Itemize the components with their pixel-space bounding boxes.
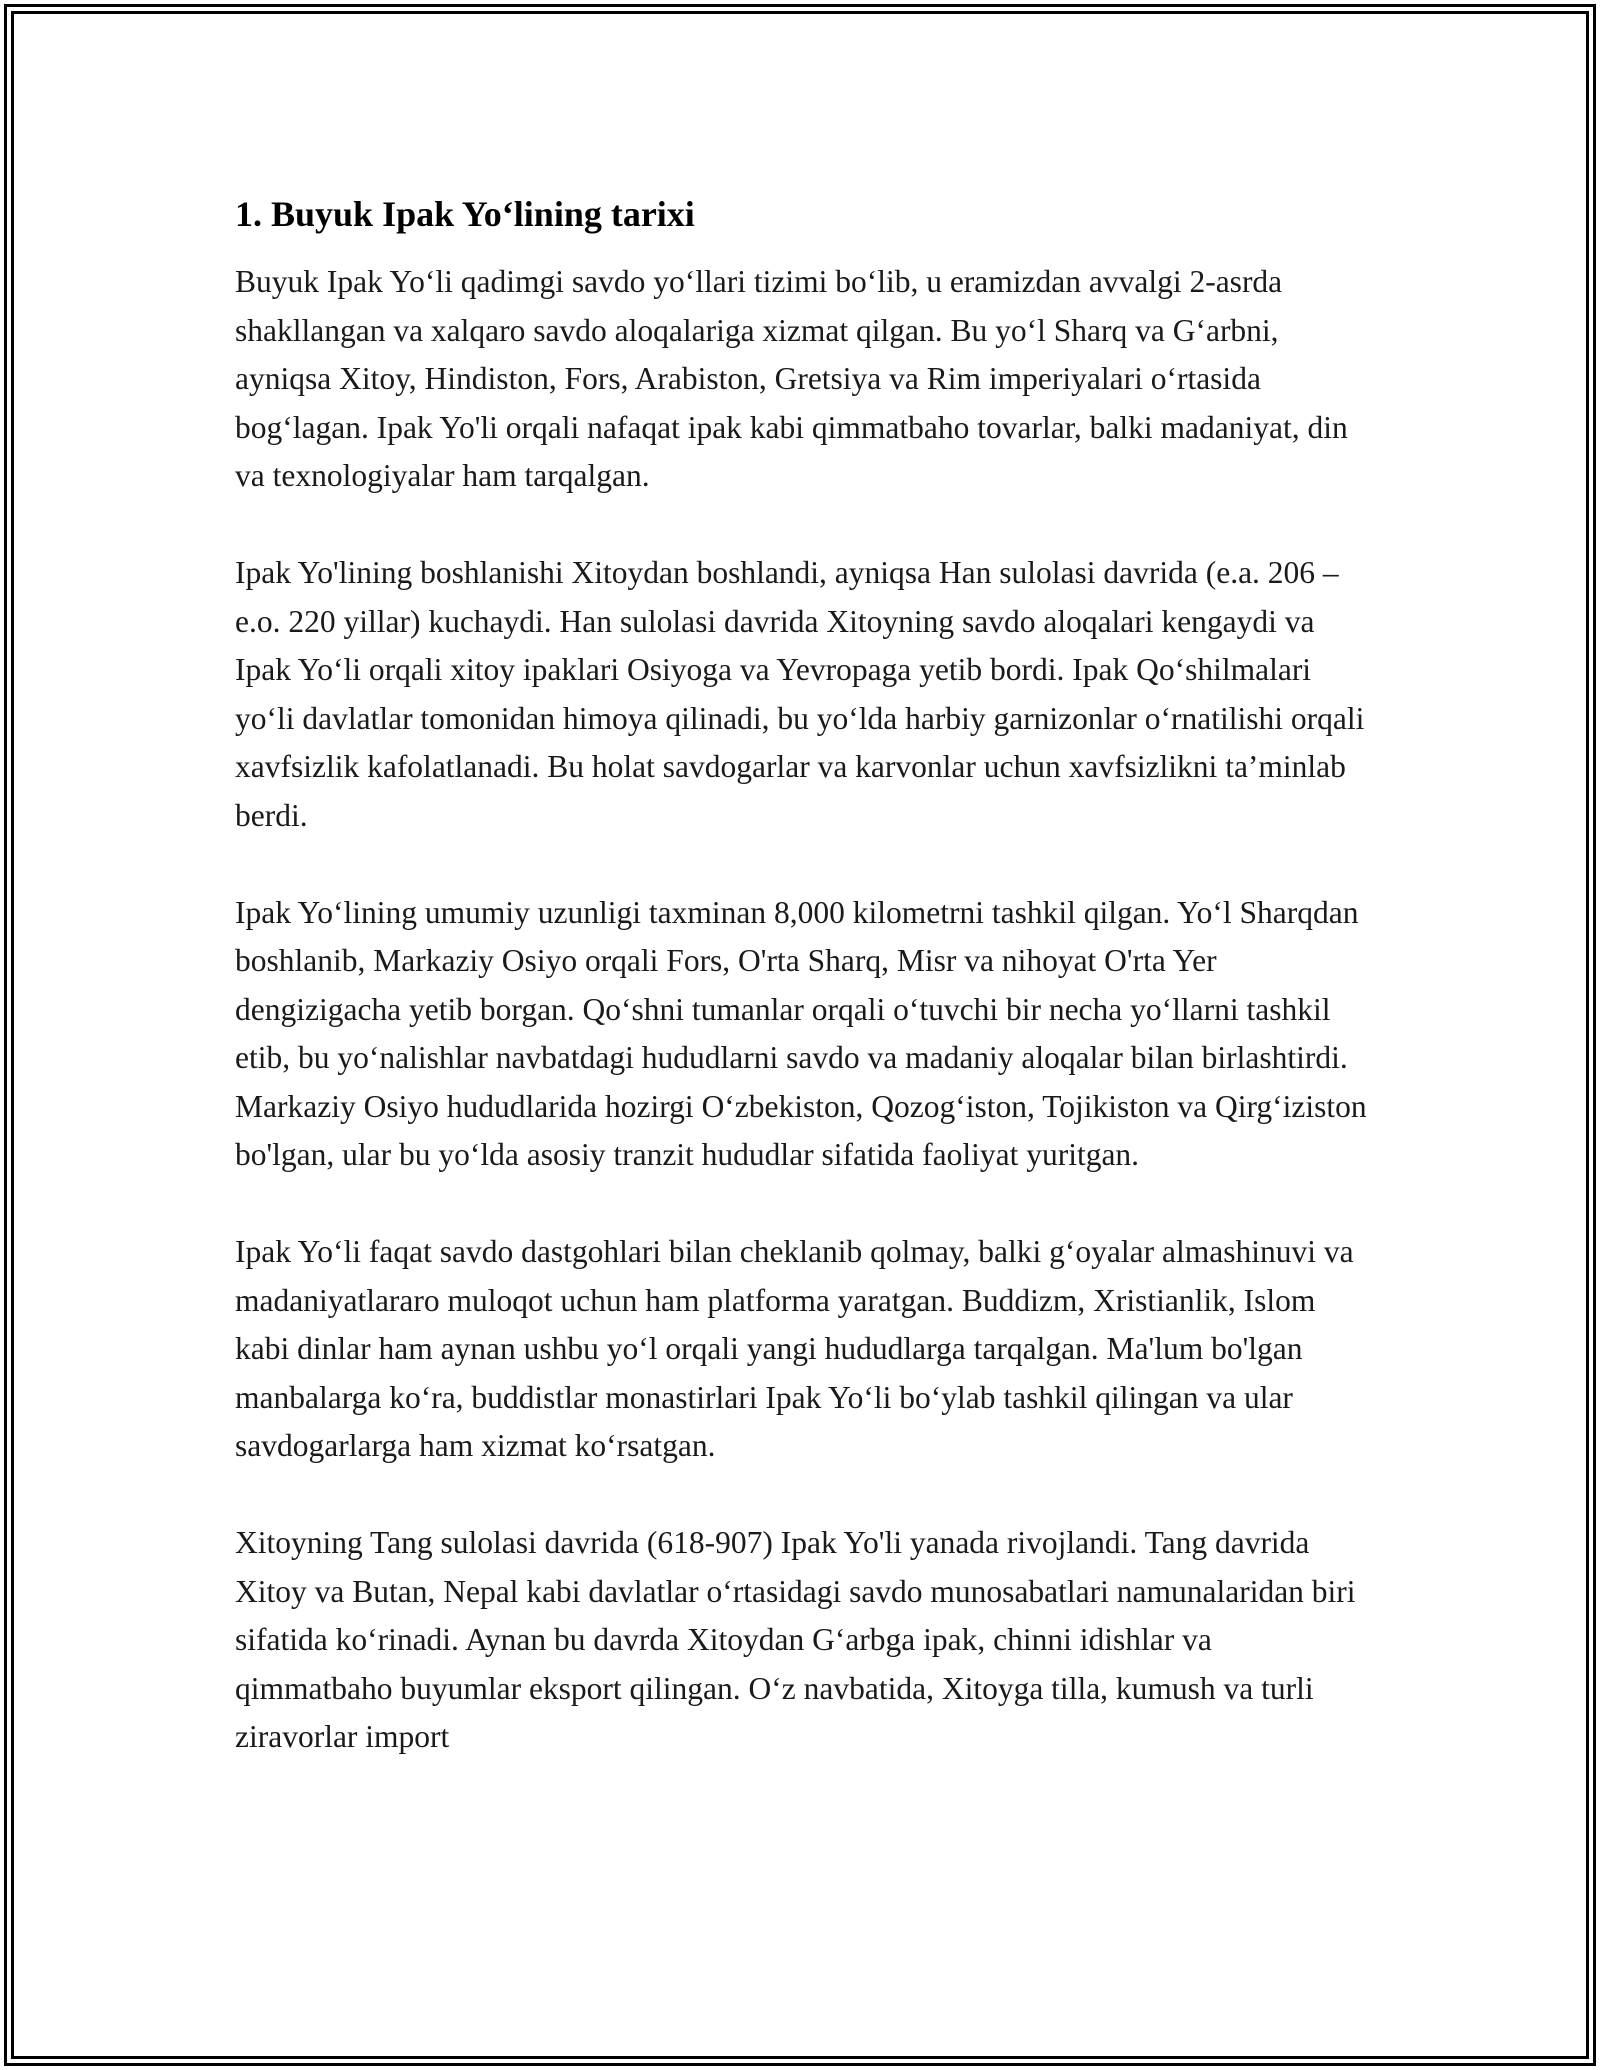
paragraph-1: Buyuk Ipak Yo‘li qadimgi savdo yo‘llari tizimi bo‘lib, u eramizdan avvalgi 2-asrda shakllangan va xalqaro savdo aloqalariga xizmat qilgan. Bu yo‘l Sharq va G‘arbni, ayniqsa Xitoy, Hindiston, Fors, Arabiston, Gretsiya va Rim imperiyalari o‘rtasida bog‘lagan. Ipak Yo'li orqali nafaqat ipak kabi qimmatbaho tovarlar, balki madaniyat, din va texnologiyalar ham tarqalgan. (235, 264, 1348, 493)
paragraph-2: Ipak Yo'lining boshlanishi Xitoydan boshlandi, ayniqsa Han sulolasi davrida (e.a. 206 – e.o. 220 yillar) kuchaydi. Han sulolasi davrida Xitoyning savdo aloqalari kengaydi va Ipak Yo‘li orqali xitoy ipaklari Osiyoga va Yevropaga yetib bordi. Ipak Qo‘shilmalari yo‘li davlatlar tomonidan himoya qilinadi, bu yo‘lda harbiy garnizonlar o‘rnatilishi orqali xavfsizlik kafolatlanadi. Bu holat savdogarlar va karvonlar uchun xavfsizlikni ta’minlab berdi. (235, 555, 1365, 833)
paragraph-3: Ipak Yo‘lining umumiy uzunligi taxminan 8,000 kilometrni tashkil qilgan. Yo‘l Sharqdan boshlanib, Markaziy Osiyo orqali Fors, O'rta Sharq, Misr va nihoyat O'rta Yer dengizigacha yetib borgan. Qo‘shni tumanlar orqali o‘tuvchi bir necha yo‘llarni tashkil etib, bu yo‘nalishlar navbatdagi hududlarni savdo va madaniy aloqalar bilan birlashtirdi. Markaziy Osiyo hududlarida hozirgi O‘zbekiston, Qozog‘iston, Tojikiston va Qirg‘iziston bo'lgan, ular bu yo‘lda asosiy tranzit hududlar sifatida faoliyat yuritgan. (235, 894, 1367, 1172)
section-heading: 1. Buyuk Ipak Yo‘lining tarixi (235, 194, 695, 234)
paragraph-4: Ipak Yo‘li faqat savdo dastgohlari bilan cheklanib qolmay, balki g‘oyalar almashinuvi va madaniyatlararo muloqot uchun ham platforma yaratgan. Buddizm, Xristianlik, Islom kabi dinlar ham aynan ushbu yo‘l orqali yangi hududlarga tarqalgan. Ma'lum bo'lgan manbalarga ko‘ra, buddistlar monastirlari Ipak Yo‘li bo‘ylab tashkil qilingan va ular savdogarlarga ham xizmat ko‘rsatgan. (235, 1234, 1354, 1463)
paragraph-5: Xitoyning Tang sulolasi davrida (618-907) Ipak Yo'li yanada rivojlandi. Tang davrida Xitoy va Butan, Nepal kabi davlatlar o‘rtasidagi savdo munosabatlari namunalaridan biri sifatida ko‘rinadi. Aynan bu davrda Xitoydan G‘arbga ipak, chinni idishlar va qimmatbaho buyumlar eksport qilingan. O‘z navbatida, Xitoyga tilla, kumush va turli ziravorlar import (235, 1525, 1356, 1754)
document-body (235, 190, 1375, 1810)
